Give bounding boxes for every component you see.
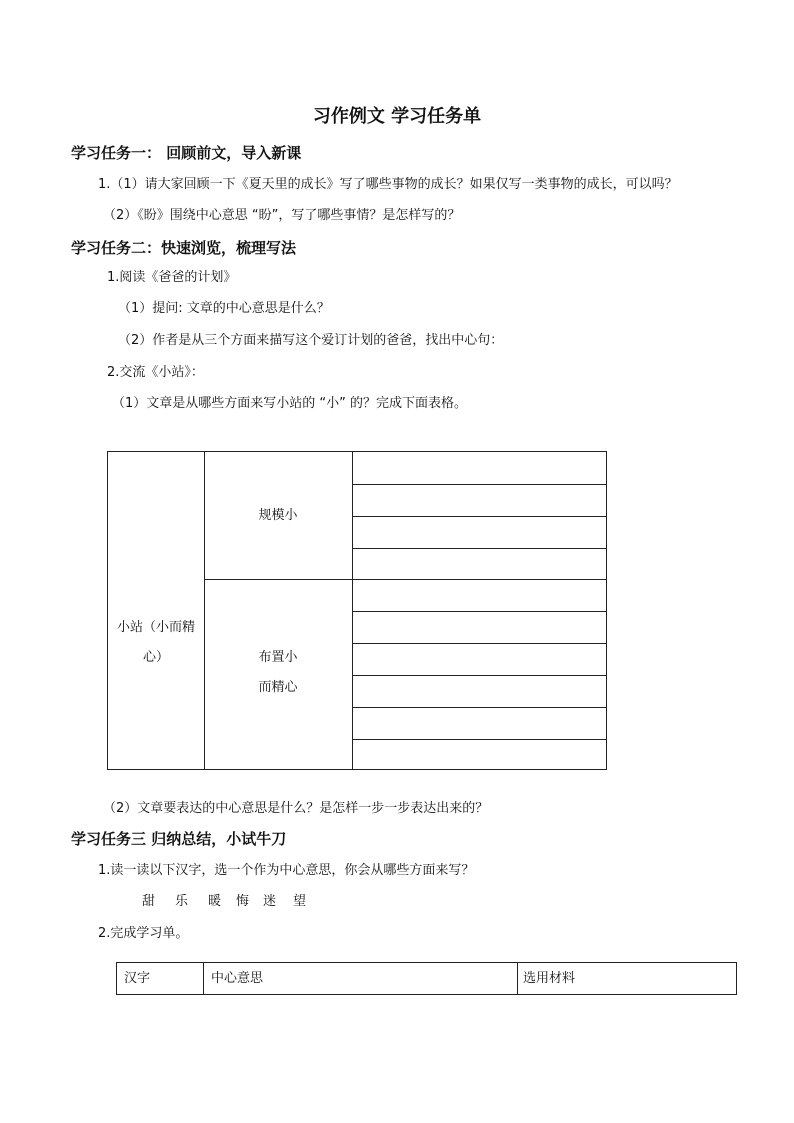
task3-heading: 学习任务三 归纳总结，小试牛刀 bbox=[71, 830, 287, 848]
table-row-line bbox=[352, 643, 606, 644]
table-row-line bbox=[352, 548, 606, 549]
header-materials: 选用材料 bbox=[523, 971, 576, 986]
table-cell-label bbox=[108, 613, 204, 673]
task2-item-1-question-1: （1）提问: 文章的中心意思是什么？ bbox=[118, 301, 330, 316]
task2-heading: 学习任务二：快速浏览，梳理写法 bbox=[71, 239, 297, 257]
group-layout-label bbox=[204, 643, 352, 703]
table-row-line bbox=[352, 516, 606, 517]
character-item: 迷 bbox=[263, 894, 277, 909]
study-sheet-table bbox=[116, 962, 737, 995]
task3-item-1: 1.读一读以下汉字，选一个作为中心意思，你会从哪些方面来写？ bbox=[98, 863, 475, 878]
task2-item-2-question-1: （1）文章是从哪些方面来写小站的 “小” 的？完成下面表格。 bbox=[112, 396, 468, 411]
character-item: 乐 bbox=[175, 894, 189, 909]
character-list bbox=[142, 895, 313, 908]
task1-heading: 学习任务一： 回顾前文，导入新课 bbox=[71, 144, 302, 162]
task1-question-2: （2）《盼》围绕中心意思 “盼”，写了哪些事情？是怎样写的？ bbox=[103, 208, 461, 223]
task1-question-1: 1.（1）请大家回顾一下《夏天里的成长》写了哪些事物的成长？如果仅写一类事物的成长，可以吗？ bbox=[98, 177, 678, 192]
group-scale-small: 规模小 bbox=[258, 508, 298, 523]
xiaozhan-table bbox=[107, 451, 607, 770]
table-row-line bbox=[352, 707, 606, 708]
xiaozhan-label-line2: 心） bbox=[142, 650, 169, 665]
character-item: 暖 bbox=[208, 894, 222, 909]
character-item: 甜 bbox=[142, 894, 156, 909]
page-title: 习作例文 学习任务单 bbox=[312, 106, 482, 127]
table-row-line bbox=[352, 484, 606, 485]
task2-item-2-question-2: （2）文章要表达的中心意思是什么？是怎样一步一步表达出来的？ bbox=[103, 801, 489, 816]
header-central-idea: 中心意思 bbox=[211, 971, 264, 986]
header-character: 汉字 bbox=[124, 971, 151, 986]
task2-item-1-question-2: （2）作者是从三个方面来描写这个爱订计划的爸爸，找出中心句： bbox=[118, 333, 504, 348]
table-divider bbox=[204, 452, 205, 769]
table-row-line bbox=[352, 611, 606, 612]
xiaozhan-label-line1: 小站（小而精 bbox=[116, 620, 195, 635]
character-item: 悔 bbox=[236, 894, 250, 909]
table-divider bbox=[203, 963, 204, 994]
task3-item-2: 2.完成学习单。 bbox=[98, 926, 189, 941]
task2-item-2: 2.交流《小站》： bbox=[107, 365, 204, 380]
table-row-line bbox=[352, 675, 606, 676]
table-divider bbox=[204, 579, 606, 580]
group-layout-line1: 布置小 bbox=[258, 650, 298, 665]
task2-item-1: 1.阅读《爸爸的计划》 bbox=[107, 270, 237, 285]
character-item: 望 bbox=[293, 894, 307, 909]
table-divider bbox=[517, 963, 518, 994]
group-layout-line2: 而精心 bbox=[258, 680, 298, 695]
table-row-line bbox=[352, 739, 606, 740]
